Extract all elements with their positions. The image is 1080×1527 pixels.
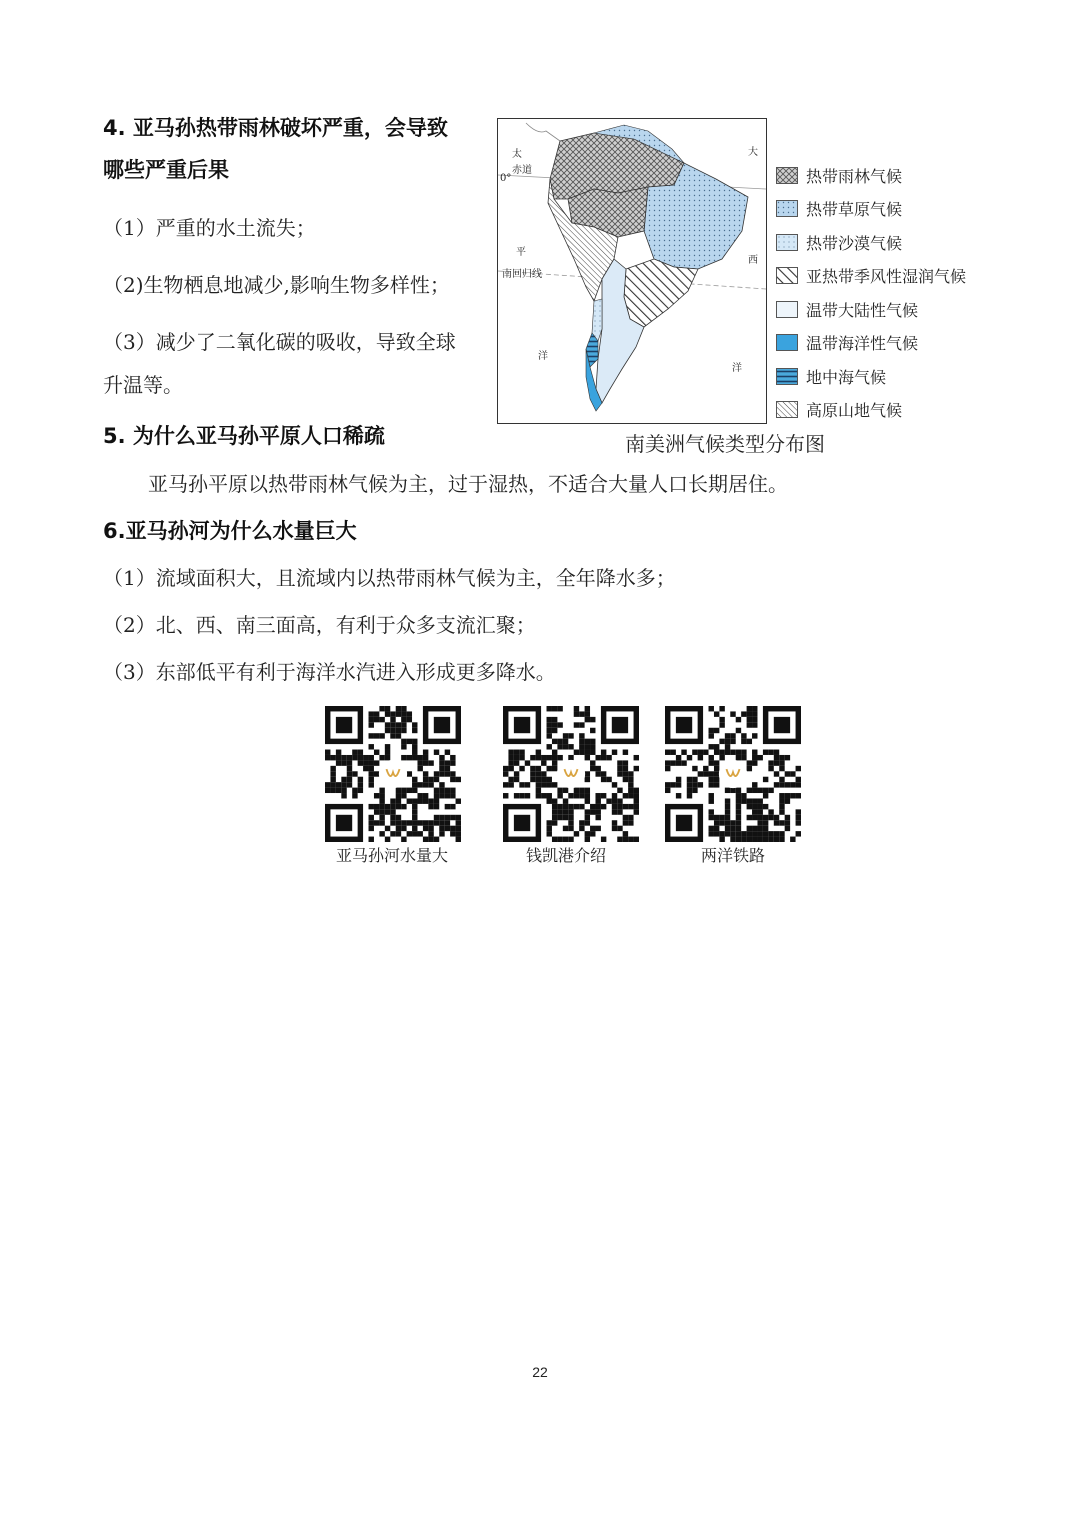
q5-answer: 亚马孙平原以热带雨林气候为主，过于湿热，不适合大量人口长期居住。 (148, 472, 788, 496)
q4-title-line1: 4. 亚马孙热带雨林破坏严重，会导致 (103, 116, 448, 140)
subtropical-humid-swatch-icon (776, 267, 798, 284)
qr-label-amazon: 亚马孙河水量大 (335, 846, 448, 865)
subtropical-humid-region (624, 259, 698, 327)
map-label-ping: 平 (516, 247, 526, 258)
map-label-yang-left: 洋 (538, 351, 548, 362)
qr-code-chancay-port[interactable] (503, 706, 639, 842)
q4-item-1: （1）严重的水土流失； (103, 216, 316, 240)
qr-label-bioceanic-railway: 两洋铁路 (700, 846, 765, 865)
savanna-swatch-icon (776, 200, 798, 217)
q6-item-1: （1）流域面积大，且流域内以热带雨林气候为主，全年降水多； (103, 566, 676, 590)
mediterranean-swatch-icon (776, 368, 798, 385)
map-label-xi: 西 (748, 255, 758, 266)
q6-item-3: （3）东部低平有利于海洋水汽进入形成更多降水。 (103, 660, 556, 684)
qr-code-bioceanic-railway[interactable] (665, 706, 801, 842)
rainforest-swatch-icon (776, 167, 798, 184)
legend-item-rainforest: 热带雨林气候 (776, 164, 902, 186)
q4-item-2: （2)生物栖息地减少,影响生物多样性； (103, 273, 450, 297)
legend-item-subtropical-humid: 亚热带季风性湿润气候 (776, 264, 966, 286)
temperate-continental-swatch-icon (776, 301, 798, 318)
q4-item-3: （3）减少了二氧化碳的吸收，导致全球 (103, 330, 456, 354)
q6-item-2: （2）北、西、南三面高，有利于众多支流汇聚； (103, 613, 536, 637)
map-label-da: 大 (748, 147, 758, 158)
legend-item-highland: 高原山地气候 (776, 398, 902, 420)
temperate-marine-swatch-icon (776, 334, 798, 351)
q5-title: 5. 为什么亚马孙平原人口稀疏 (103, 424, 385, 448)
q4-item-4: 升温等。 (103, 373, 183, 397)
map-label-yang-right: 洋 (732, 363, 742, 374)
legend-item-temperate-continental: 温带大陆性气候 (776, 298, 918, 320)
legend-item-temperate-marine: 温带海洋性气候 (776, 331, 918, 353)
q6-title: 6.亚马孙河为什么水量巨大 (103, 519, 357, 543)
map-label-zero: 0° (500, 173, 512, 184)
qr-label-chancay-port: 钱凯港介绍 (525, 846, 606, 865)
legend-item-mediterranean: 地中海气候 (776, 365, 886, 387)
page-number: 22 (532, 1364, 548, 1380)
central-america-coast (526, 123, 560, 141)
map-caption: 南美洲气候类型分布图 (625, 432, 825, 456)
legend-item-desert: 热带沙漠气候 (776, 231, 902, 253)
legend-item-savanna: 热带草原气候 (776, 197, 902, 219)
highland-swatch-icon (776, 401, 798, 418)
q4-title-line2: 哪些严重后果 (103, 158, 229, 182)
map-label-tai: 太 (512, 149, 522, 160)
map-label-nanhui: 南回归线 (502, 269, 542, 280)
qr-code-amazon[interactable] (325, 706, 461, 842)
south-america-climate-map (497, 118, 767, 424)
desert-swatch-icon (776, 234, 798, 251)
map-label-chidao: 赤道 (512, 165, 532, 176)
